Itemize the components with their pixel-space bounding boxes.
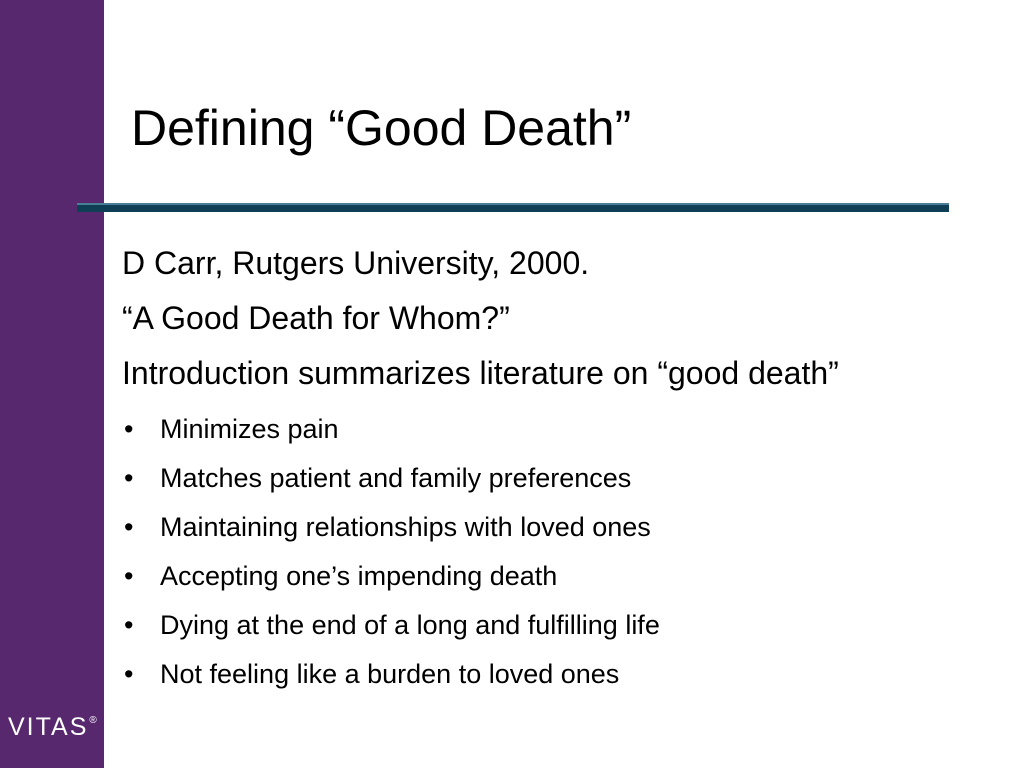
bullet-icon: • [124, 561, 134, 591]
bullet-item [122, 650, 922, 699]
slide-body [122, 240, 922, 699]
bullet-list [122, 405, 922, 699]
logo-text: VITAS [8, 713, 89, 741]
bullet-item [122, 601, 922, 650]
body-paragraph: “A Good Death for Whom?” [122, 300, 510, 336]
registered-mark: ® [89, 715, 97, 726]
bullet-item [122, 503, 922, 552]
bullet-text: Not feeling like a burden to loved ones [160, 659, 620, 689]
bullet-item [122, 405, 922, 454]
body-paragraph: Introduction summarizes literature on “good death” [122, 355, 839, 391]
title-divider [77, 203, 949, 212]
slide-title: Defining “Good Death” [131, 100, 632, 156]
bullet-text: Accepting one’s impending death [160, 561, 558, 591]
bullet-text: Dying at the end of a long and fulfilling life [160, 610, 660, 640]
bullet-icon: • [124, 659, 134, 689]
bullet-text: Matches patient and family preferences [160, 463, 632, 493]
bullet-icon: • [124, 463, 134, 493]
bullet-icon: • [124, 512, 134, 542]
bullet-item [122, 552, 922, 601]
body-paragraph: D Carr, Rutgers University, 2000. [122, 245, 590, 281]
bullet-item [122, 454, 922, 503]
bullet-icon: • [124, 610, 134, 640]
bullet-text: Maintaining relationships with loved ones [160, 512, 651, 542]
bullet-icon: • [124, 414, 134, 444]
vitas-logo [8, 713, 96, 742]
bullet-text: Minimizes pain [160, 414, 339, 444]
sidebar-band [0, 0, 104, 768]
